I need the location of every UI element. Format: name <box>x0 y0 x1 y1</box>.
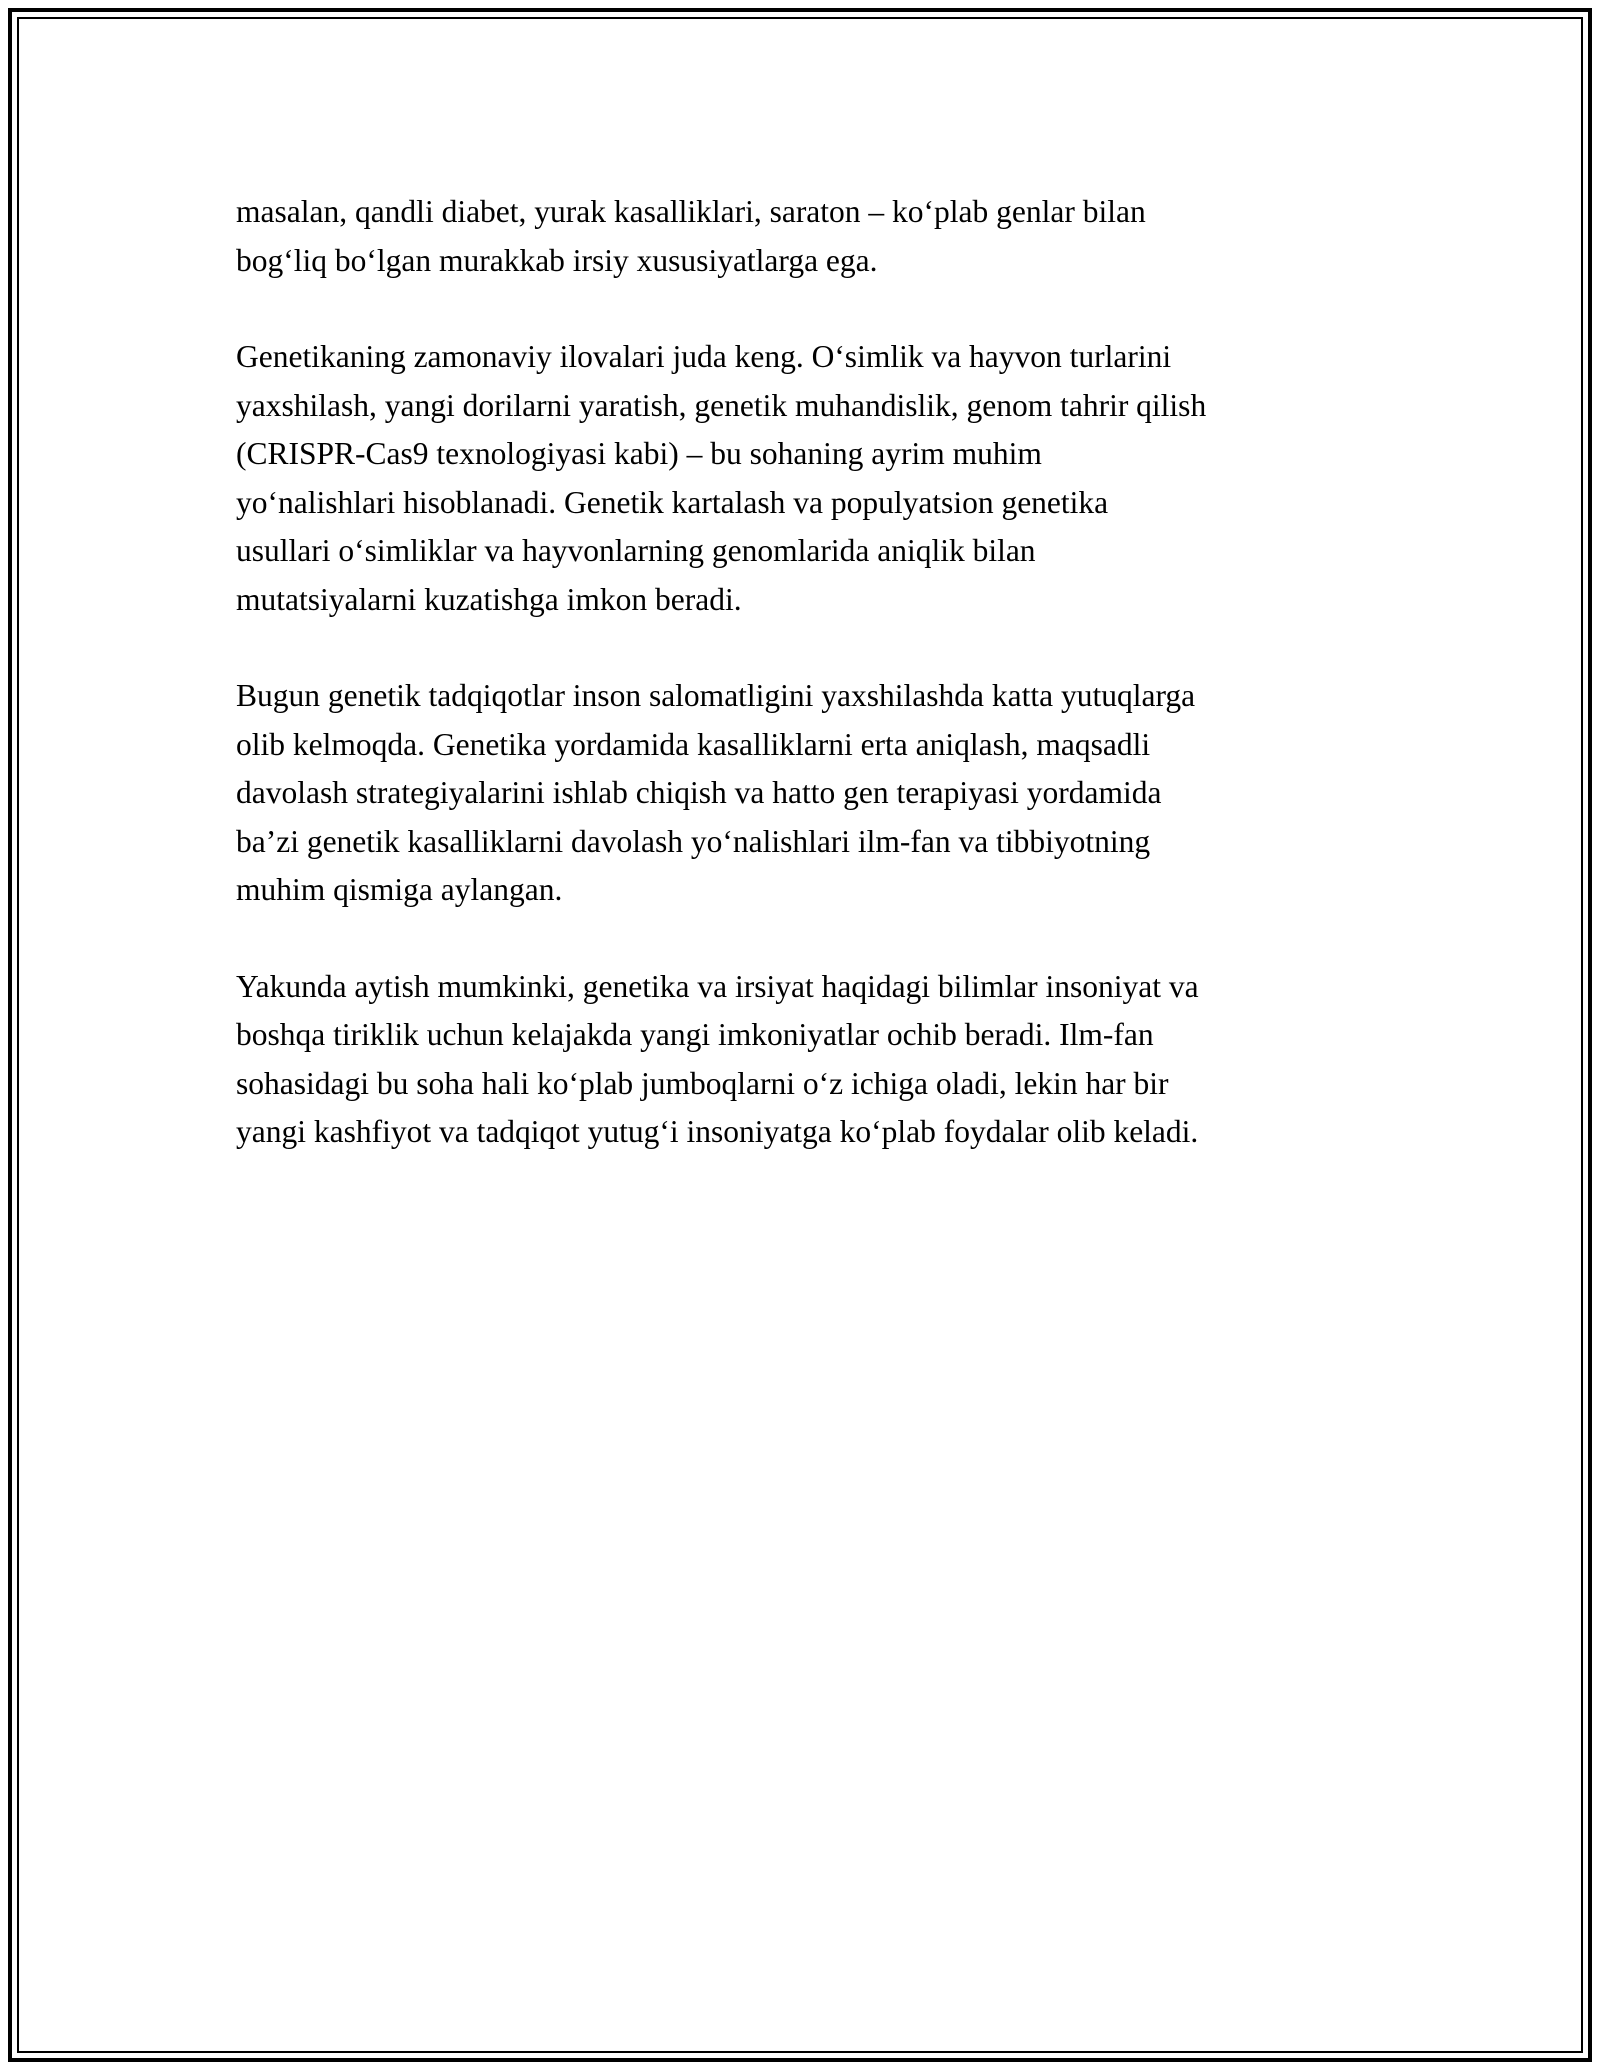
text-line: sohasidagi bu soha hali ko‘plab jumboqlarni o‘z ichiga oladi, lekin har bir <box>236 1065 1169 1101</box>
text-line: masalan, qandli diabet, yurak kasalliklari, saraton – ko‘plab genlar bilan <box>236 194 1146 229</box>
paragraph-1 <box>236 188 1386 285</box>
text-line: Yakunda aytish mumkinki, genetika va irsiyat haqidagi bilimlar insoniyat va <box>236 968 1199 1004</box>
text-line: yo‘nalishlari hisoblanadi. Genetik kartalash va populyatsion genetika <box>236 484 1109 520</box>
text-line: mutatsiyalarni kuzatishga imkon beradi. <box>236 581 742 617</box>
document-body <box>236 188 1386 1205</box>
text-line: (CRISPR-Cas9 texnologiyasi kabi) – bu sohaning ayrim muhim <box>236 436 1042 471</box>
text-line: yaxshilash, yangi dorilarni yaratish, genetik muhandislik, genom tahrir qilish <box>236 387 1207 423</box>
text-line: olib kelmoqda. Genetika yordamida kasalliklarni erta aniqlash, maqsadli <box>236 726 1151 762</box>
paragraph-4 <box>236 963 1386 1157</box>
text-line: muhim qismiga aylangan. <box>236 872 563 907</box>
text-line: Genetikaning zamonaviy ilovalari juda keng. O‘simlik va hayvon turlarini <box>236 339 1172 374</box>
paragraph-3 <box>236 672 1386 915</box>
text-line: boshqa tiriklik uchun kelajakda yangi imkoniyatlar ochib beradi. Ilm-fan <box>236 1017 1154 1052</box>
paragraph-2 <box>236 333 1386 624</box>
text-line: Bugun genetik tadqiqotlar inson salomatligini yaxshilashda katta yutuqlarga <box>236 678 1196 713</box>
text-line: yangi kashfiyot va tadqiqot yutug‘i insoniyatga ko‘plab foydalar olib keladi. <box>236 1114 1199 1149</box>
text-line: usullari o‘simliklar va hayvonlarning genomlarida aniqlik bilan <box>236 533 1036 568</box>
text-line: ba’zi genetik kasalliklarni davolash yo‘nalishlari ilm-fan va tibbiyotning <box>236 823 1151 859</box>
text-line: davolash strategiyalarini ishlab chiqish va hatto gen terapiyasi yordamida <box>236 775 1162 810</box>
text-line: bog‘liq bo‘lgan murakkab irsiy xususiyatlarga ega. <box>236 242 878 278</box>
